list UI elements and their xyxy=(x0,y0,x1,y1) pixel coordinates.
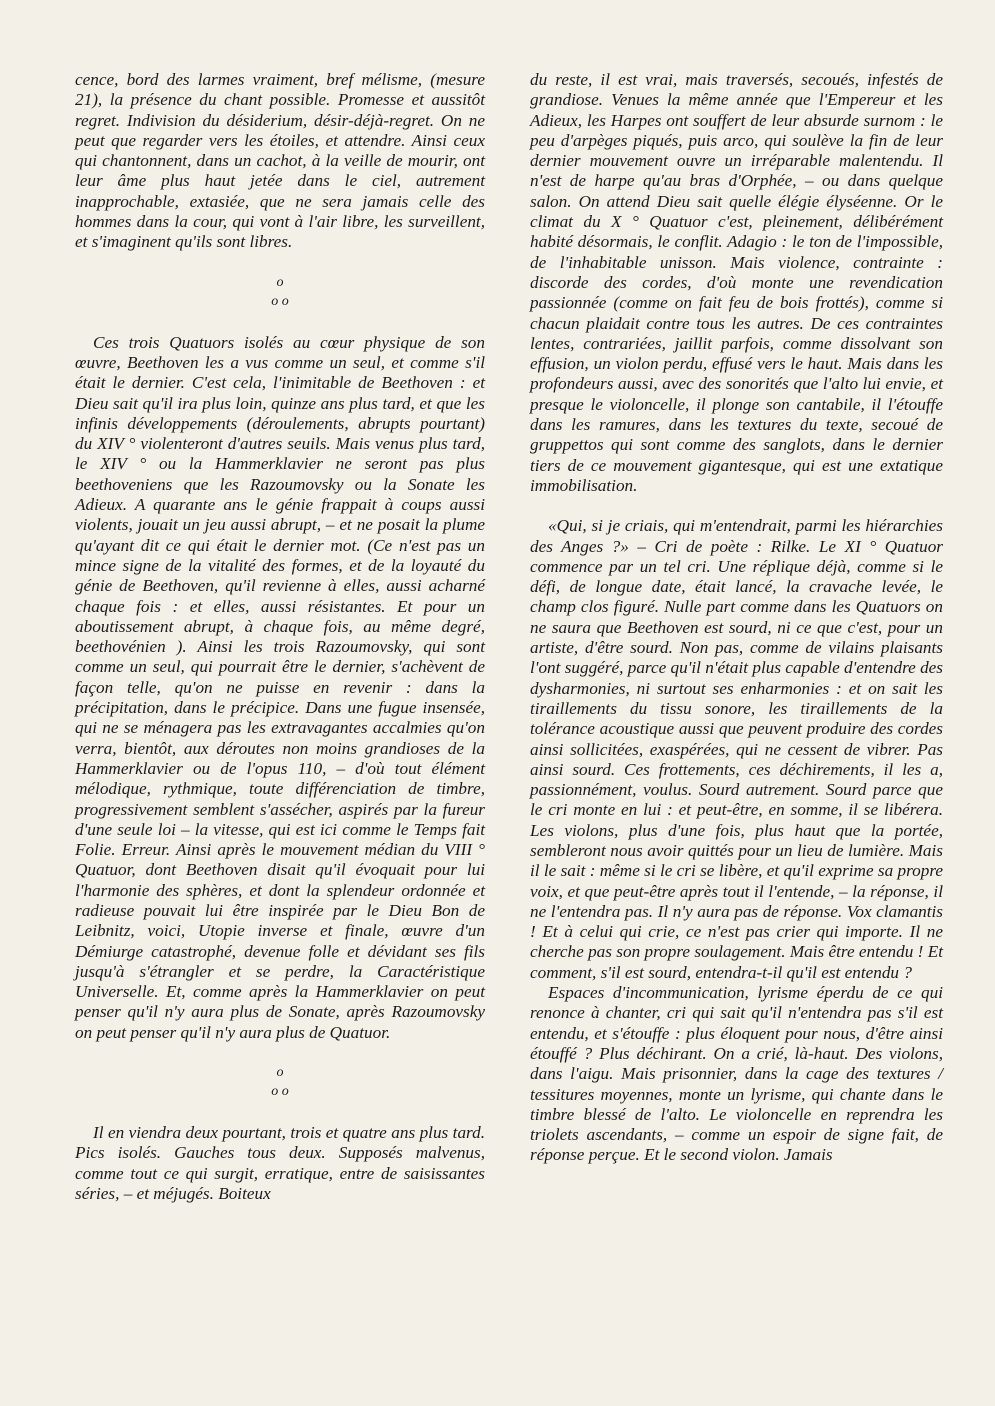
left-column xyxy=(75,70,485,1204)
paragraph: Il en viendra deux pourtant, trois et quatre ans plus tard. Pics isolés. Gauches tous deux. Supposés malvenus, comme tout ce qui surgit, erratique, entre de saisissantes séries, – et méjugés. Boiteux xyxy=(75,1123,485,1203)
paragraph: «Qui, si je criais, qui m'entendrait, parmi les hiérarchies des Anges ?» – Cri de poète : Rilke. Le XI ° Quatuor commence par un tel cri. Une réplique déjà, comme si le défi, de longue date, était lancé, la cravache levée, le champ clos figuré. Nulle part comme dans les Quatuors on ne saura que Beethoven est sourd, ni ce que c'est, pour un artiste, d'être sourd. Non pas, comme de vilains plaisants l'ont suggéré, parce qu'il n'était plus capable d'entendre des dysharmonies, ni surtout ses enharmonies : et on sait les tiraillements du tissu sonore, les tiraillements de la tolérance acoustique aussi que peuvent produire des cordes ainsi sollicitées, exaspérées, qui ne cessent de vibrer. Pas ainsi sourd. Ces frottements, ces déchirements, il les a, passionnément, voulus. Sourd autrement. Sourd parce que le cri monte en lui : et peut-être, en somme, il se libérera. Les violons, plus d'une fois, plus haut que la portée, sembleront nous avoir quittés pour un lieu de lumière. Mais il le sait : même si le cri se libère, et qu'il exprime sa propre voix, et que peut-être après tout il l'entende, – la réponse, il ne l'entendra pas. Il n'y aura pas de réponse. Vox clamantis ! Et à celui qui crie, ce n'est pas crier qui importe. Il ne cherche pas son propre soulagement. Mais être entendu ! Et comment, s'il est sourd, entendra-t-il qu'il est entendu ? xyxy=(530,516,943,982)
section-separator xyxy=(75,273,485,311)
separator-mark: o o xyxy=(271,293,289,309)
separator-mark: o xyxy=(276,274,284,290)
separator-mark: o xyxy=(276,1065,284,1081)
paragraph-gap xyxy=(530,496,943,516)
paragraph: Ces trois Quatuors isolés au cœur physique de son œuvre, Beethoven les a vus comme un seul, et comme s'il était le dernier. C'est cela, l'inimitable de Beethoven : et Dieu sait qu'il ira plus loin, quinze ans plus tard, et que les infinis développements (déroulements, abrupts pourtant) du XIV ° violenteront d'autres seuils. Mais venus plus tard, le XIV ° ou la Hammerklavier ne seront pas plus beethoveniens que les Razoumovsky ou la Sonate les Adieux. A quarante ans le génie frappait à coups aussi violents, jouait un jeu aussi abrupt, – et ne posait la plume qu'ayant dit ce qui était le dernier mot. (Ce n'est pas un mince signe de la vitalité des formes, et de la loyauté du génie de Beethoven, qu'il revienne à elles, aussi acharné chaque fois : et elles, aussi résistantes. Et pour un aboutissement abrupt, à chaque fois, au même degré, beethovénien ). Ainsi les trois Razoumovsky, qui sont comme un seul, qui pourrait être le dernier, s'achèvent de façon telle, qu'on ne puisse en revenir : dans la précipitation, dans le précipice. Dans une fugue insensée, qui ne se ménagera pas les extravagantes accalmies qu'on verra, bientôt, aux déroutes non moins grandioses de la Hammerklavier ou de l'opus 110, – d'où tout élément mélodique, rythmique, toute différenciation de timbre, progressivement semblent s'assécher, aspirés par la fureur d'une seule loi – la vitesse, qui est ici comme le Temps fait Folie. Erreur. Ainsi après le mouvement médian du VIII ° Quatuor, dont Beethoven disait qu'il évoquait pour lui l'harmonie des sphères, et dont la splendeur ordonnée et radieuse pouvait lui être inspirée par le Dieu Bon de Leibnitz, voici, Utopie inverse et finale, œuvre d'un Démiurge catastrophé, devenue folle et dévidant ses fils jusqu'à s'étrangler et se perdre, la Caractéristique Universelle. Et, comme après la Hammerklavier on peut penser qu'il n'y aura plus de Sonate, après Razoumovsky on peut penser qu'il n'y aura plus de Quatuor. xyxy=(75,332,485,1042)
section-separator xyxy=(75,1063,485,1101)
paragraph: Espaces d'incommunication, lyrisme éperdu de ce qui renonce à chanter, cri qui sait qu'il n'entendra pas s'il est entendu, et s'étouffe : plus éloquent pour nous, d'être ainsi étouffé ? Plus déchirant. On a crié, là-haut. Des violons, dans l'aigu. Mais prisonnier, dans la cage des textures / tessitures moyennes, monte un lyrisme, qui chante dans le timbre blessé de l'alto. Le violoncelle en reprendra les triolets ascendants, – comme un espoir de signe fait, de réponse perçue. Et le second violon. Jamais xyxy=(530,983,943,1165)
right-column xyxy=(530,70,943,1166)
paragraph: cence, bord des larmes vraiment, bref mélisme, (mesure 21), la présence du chant possible. Promesse et aussitôt regret. Indivision du désiderium, désir-déjà-regret. On ne peut que regarder vers les étoiles, et attendre. Ainsi ceux qui chantonnent, dans un cachot, à la veille de mourir, ont leur âme plus haut jetée dans le ciel, autrement inapprochable, extasiée, que ne sera jamais celle des hommes dans la cour, qui vont à l'air libre, les surveillent, et s'imaginent qu'ils sont libres. xyxy=(75,70,485,252)
separator-mark: o o xyxy=(271,1084,289,1100)
paragraph: du reste, il est vrai, mais traversés, secoués, infestés de grandiose. Venues la même année que l'Empereur et les Adieux, les Harpes ont souffert de leur absurde surnom : le peu d'arpèges piqués, puis arco, qui soulève la fin de leur dernier mouvement ouvre un irréparable malentendu. Il n'est de harpe qu'au bras d'Orphée, – ou dans quelque salon. On attend Dieu sait quelle élégie élyséenne. Or le climat du X ° Quatuor c'est, pleinement, délibérément habité désormais, le conflit. Adagio : le ton de l'impossible, de l'inhabitable unisson. Mais violence, contrainte : discorde des cordes, d'où monte une revendication passionnée (comme on fait feu de bois frottés), comme si chacun plaidait contre tous les autres. De ces contraintes lentes, contrariées, jaillit parfois, comme dissolvant son effusion, un violon perdu, effusé vers le haut. Mais dans les profondeurs aussi, avec des sonorités que l'alto lui envie, et presque le violoncelle, il plonge son cantabile, il l'étouffe dans les ramures, dans les textures du texte, secoué de gruppettos qui sont comme des sanglots, dans le dernier tiers de ce mouvement gigantesque, qui est une extatique immobilisation. xyxy=(530,70,943,495)
